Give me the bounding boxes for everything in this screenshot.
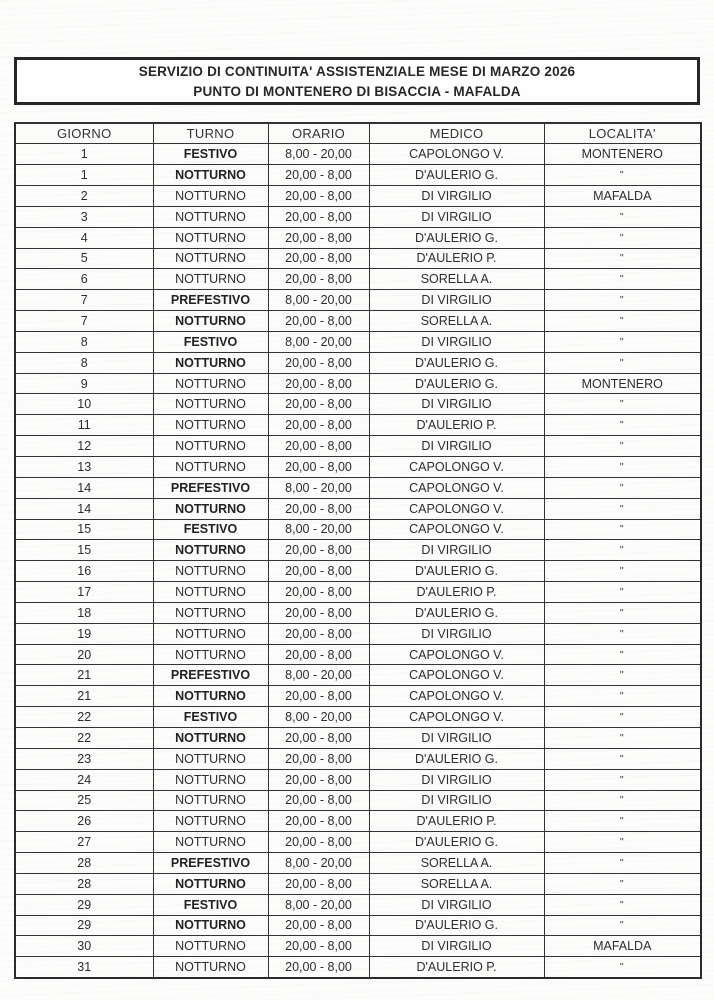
cell-giorno: 23 <box>15 748 153 769</box>
cell-orario: 20,00 - 8,00 <box>268 790 369 811</box>
cell-giorno: 1 <box>15 144 153 165</box>
cell-localita: " <box>544 915 701 936</box>
cell-medico: SORELLA A. <box>369 311 544 332</box>
cell-giorno: 12 <box>15 436 153 457</box>
cell-localita: " <box>544 415 701 436</box>
cell-medico: D'AULERIO G. <box>369 561 544 582</box>
cell-localita: " <box>544 623 701 644</box>
cell-medico: DI VIRGILIO <box>369 186 544 207</box>
cell-localita: " <box>544 498 701 519</box>
cell-orario: 8,00 - 20,00 <box>268 144 369 165</box>
cell-localita: " <box>544 686 701 707</box>
table-row <box>15 644 701 665</box>
cell-medico: DI VIRGILIO <box>369 936 544 957</box>
table-row <box>15 915 701 936</box>
cell-giorno: 3 <box>15 206 153 227</box>
cell-turno: PREFESTIVO <box>153 290 268 311</box>
cell-giorno: 21 <box>15 686 153 707</box>
cell-turno: FESTIVO <box>153 519 268 540</box>
cell-medico: CAPOLONGO V. <box>369 477 544 498</box>
cell-turno: NOTTURNO <box>153 748 268 769</box>
table-row <box>15 602 701 623</box>
table-row <box>15 582 701 603</box>
cell-localita: MAFALDA <box>544 936 701 957</box>
cell-medico: DI VIRGILIO <box>369 331 544 352</box>
cell-giorno: 8 <box>15 352 153 373</box>
cell-turno: NOTTURNO <box>153 457 268 478</box>
cell-localita: " <box>544 707 701 728</box>
cell-giorno: 22 <box>15 707 153 728</box>
cell-giorno: 1 <box>15 165 153 186</box>
cell-medico: D'AULERIO G. <box>369 602 544 623</box>
table-row <box>15 853 701 874</box>
cell-localita: " <box>544 352 701 373</box>
document-title-line-1: SERVIZIO DI CONTINUITA' ASSISTENZIALE MESE DI MARZO 2026 <box>138 63 576 79</box>
cell-turno: FESTIVO <box>153 894 268 915</box>
cell-medico: CAPOLONGO V. <box>369 644 544 665</box>
cell-turno: FESTIVO <box>153 707 268 728</box>
cell-medico: SORELLA A. <box>369 873 544 894</box>
cell-orario: 20,00 - 8,00 <box>268 248 369 269</box>
cell-localita: " <box>544 540 701 561</box>
cell-orario: 20,00 - 8,00 <box>268 832 369 853</box>
cell-medico: SORELLA A. <box>369 269 544 290</box>
column-header-turno: TURNO <box>153 123 268 144</box>
table-row <box>15 790 701 811</box>
cell-turno: PREFESTIVO <box>153 665 268 686</box>
cell-giorno: 27 <box>15 832 153 853</box>
cell-turno: NOTTURNO <box>153 832 268 853</box>
title-box <box>14 57 700 105</box>
cell-medico: DI VIRGILIO <box>369 436 544 457</box>
cell-turno: NOTTURNO <box>153 582 268 603</box>
table-row <box>15 477 701 498</box>
cell-localita: " <box>544 665 701 686</box>
cell-giorno: 4 <box>15 227 153 248</box>
schedule-table-container <box>14 122 700 979</box>
table-row <box>15 686 701 707</box>
cell-localita: " <box>544 873 701 894</box>
cell-localita: " <box>544 727 701 748</box>
cell-giorno: 25 <box>15 790 153 811</box>
cell-medico: D'AULERIO G. <box>369 832 544 853</box>
cell-localita: " <box>544 790 701 811</box>
cell-orario: 8,00 - 20,00 <box>268 331 369 352</box>
cell-giorno: 10 <box>15 394 153 415</box>
cell-medico: CAPOLONGO V. <box>369 144 544 165</box>
cell-giorno: 19 <box>15 623 153 644</box>
cell-orario: 20,00 - 8,00 <box>268 206 369 227</box>
cell-localita: " <box>544 436 701 457</box>
cell-localita: " <box>544 227 701 248</box>
table-row <box>15 811 701 832</box>
cell-medico: D'AULERIO G. <box>369 165 544 186</box>
cell-turno: NOTTURNO <box>153 915 268 936</box>
schedule-table <box>14 122 702 979</box>
cell-medico: D'AULERIO G. <box>369 748 544 769</box>
cell-giorno: 16 <box>15 561 153 582</box>
cell-turno: NOTTURNO <box>153 206 268 227</box>
cell-orario: 8,00 - 20,00 <box>268 290 369 311</box>
cell-medico: DI VIRGILIO <box>369 790 544 811</box>
cell-medico: CAPOLONGO V. <box>369 498 544 519</box>
cell-orario: 8,00 - 20,00 <box>268 665 369 686</box>
cell-turno: NOTTURNO <box>153 415 268 436</box>
cell-orario: 20,00 - 8,00 <box>268 186 369 207</box>
cell-turno: NOTTURNO <box>153 644 268 665</box>
cell-orario: 20,00 - 8,00 <box>268 436 369 457</box>
column-header-medico: MEDICO <box>369 123 544 144</box>
cell-giorno: 7 <box>15 290 153 311</box>
cell-giorno: 30 <box>15 936 153 957</box>
column-header-localita: LOCALITA' <box>544 123 701 144</box>
cell-turno: NOTTURNO <box>153 561 268 582</box>
table-row <box>15 769 701 790</box>
cell-giorno: 6 <box>15 269 153 290</box>
cell-orario: 20,00 - 8,00 <box>268 165 369 186</box>
cell-localita: " <box>544 457 701 478</box>
cell-giorno: 15 <box>15 519 153 540</box>
cell-turno: NOTTURNO <box>153 352 268 373</box>
table-header-row <box>15 123 701 144</box>
cell-orario: 20,00 - 8,00 <box>268 873 369 894</box>
cell-localita: " <box>544 290 701 311</box>
cell-medico: D'AULERIO P. <box>369 415 544 436</box>
cell-giorno: 5 <box>15 248 153 269</box>
cell-orario: 20,00 - 8,00 <box>268 957 369 978</box>
cell-orario: 20,00 - 8,00 <box>268 727 369 748</box>
table-row <box>15 707 701 728</box>
cell-turno: FESTIVO <box>153 331 268 352</box>
cell-giorno: 2 <box>15 186 153 207</box>
table-row <box>15 832 701 853</box>
column-header-orario: ORARIO <box>268 123 369 144</box>
cell-orario: 20,00 - 8,00 <box>268 748 369 769</box>
cell-localita: MONTENERO <box>544 373 701 394</box>
table-row <box>15 623 701 644</box>
cell-turno: NOTTURNO <box>153 227 268 248</box>
cell-orario: 8,00 - 20,00 <box>268 477 369 498</box>
document-title-line-2: PUNTO DI MONTENERO DI BISACCIA - MAFALDA <box>193 83 521 99</box>
cell-turno: PREFESTIVO <box>153 853 268 874</box>
cell-orario: 8,00 - 20,00 <box>268 519 369 540</box>
cell-orario: 20,00 - 8,00 <box>268 498 369 519</box>
cell-orario: 20,00 - 8,00 <box>268 457 369 478</box>
cell-localita: " <box>544 331 701 352</box>
cell-medico: SORELLA A. <box>369 853 544 874</box>
cell-giorno: 29 <box>15 894 153 915</box>
cell-localita: " <box>544 582 701 603</box>
cell-turno: FESTIVO <box>153 144 268 165</box>
cell-giorno: 14 <box>15 498 153 519</box>
column-header-giorno: GIORNO <box>15 123 153 144</box>
cell-turno: NOTTURNO <box>153 540 268 561</box>
cell-orario: 20,00 - 8,00 <box>268 540 369 561</box>
cell-turno: NOTTURNO <box>153 269 268 290</box>
cell-giorno: 24 <box>15 769 153 790</box>
cell-localita: " <box>544 748 701 769</box>
cell-orario: 8,00 - 20,00 <box>268 707 369 728</box>
cell-medico: DI VIRGILIO <box>369 540 544 561</box>
cell-giorno: 28 <box>15 853 153 874</box>
cell-turno: NOTTURNO <box>153 311 268 332</box>
table-row <box>15 373 701 394</box>
cell-turno: NOTTURNO <box>153 873 268 894</box>
cell-medico: D'AULERIO G. <box>369 373 544 394</box>
cell-giorno: 20 <box>15 644 153 665</box>
table-row <box>15 415 701 436</box>
cell-orario: 20,00 - 8,00 <box>268 936 369 957</box>
cell-localita: " <box>544 853 701 874</box>
cell-turno: NOTTURNO <box>153 623 268 644</box>
cell-localita: " <box>544 644 701 665</box>
cell-orario: 20,00 - 8,00 <box>268 561 369 582</box>
table-row <box>15 457 701 478</box>
table-row <box>15 748 701 769</box>
cell-orario: 20,00 - 8,00 <box>268 623 369 644</box>
schedule-table-body <box>15 144 701 978</box>
cell-medico: DI VIRGILIO <box>369 894 544 915</box>
cell-medico: DI VIRGILIO <box>369 727 544 748</box>
cell-medico: D'AULERIO G. <box>369 227 544 248</box>
cell-localita: " <box>544 248 701 269</box>
cell-turno: PREFESTIVO <box>153 477 268 498</box>
cell-turno: NOTTURNO <box>153 936 268 957</box>
cell-giorno: 22 <box>15 727 153 748</box>
table-row <box>15 352 701 373</box>
cell-localita: " <box>544 832 701 853</box>
cell-medico: CAPOLONGO V. <box>369 686 544 707</box>
cell-localita: " <box>544 206 701 227</box>
cell-giorno: 28 <box>15 873 153 894</box>
cell-medico: DI VIRGILIO <box>369 769 544 790</box>
cell-turno: NOTTURNO <box>153 165 268 186</box>
table-row <box>15 561 701 582</box>
table-row <box>15 727 701 748</box>
table-row <box>15 165 701 186</box>
cell-medico: D'AULERIO G. <box>369 915 544 936</box>
table-row <box>15 873 701 894</box>
cell-localita: " <box>544 477 701 498</box>
cell-localita: " <box>544 394 701 415</box>
table-row <box>15 394 701 415</box>
cell-orario: 8,00 - 20,00 <box>268 853 369 874</box>
cell-turno: NOTTURNO <box>153 186 268 207</box>
table-row <box>15 894 701 915</box>
cell-localita: " <box>544 519 701 540</box>
table-row <box>15 186 701 207</box>
cell-orario: 8,00 - 20,00 <box>268 894 369 915</box>
table-row <box>15 248 701 269</box>
cell-medico: DI VIRGILIO <box>369 623 544 644</box>
cell-orario: 20,00 - 8,00 <box>268 394 369 415</box>
cell-giorno: 18 <box>15 602 153 623</box>
cell-orario: 20,00 - 8,00 <box>268 311 369 332</box>
cell-orario: 20,00 - 8,00 <box>268 352 369 373</box>
table-row <box>15 957 701 978</box>
cell-turno: NOTTURNO <box>153 498 268 519</box>
cell-orario: 20,00 - 8,00 <box>268 644 369 665</box>
cell-giorno: 17 <box>15 582 153 603</box>
cell-turno: NOTTURNO <box>153 686 268 707</box>
cell-medico: CAPOLONGO V. <box>369 519 544 540</box>
cell-medico: D'AULERIO P. <box>369 582 544 603</box>
cell-turno: NOTTURNO <box>153 602 268 623</box>
cell-orario: 20,00 - 8,00 <box>268 769 369 790</box>
cell-giorno: 21 <box>15 665 153 686</box>
cell-localita: MONTENERO <box>544 144 701 165</box>
cell-medico: D'AULERIO P. <box>369 248 544 269</box>
cell-orario: 20,00 - 8,00 <box>268 269 369 290</box>
cell-medico: DI VIRGILIO <box>369 290 544 311</box>
cell-giorno: 7 <box>15 311 153 332</box>
cell-medico: DI VIRGILIO <box>369 206 544 227</box>
table-row <box>15 436 701 457</box>
cell-turno: NOTTURNO <box>153 790 268 811</box>
cell-localita: " <box>544 311 701 332</box>
cell-orario: 20,00 - 8,00 <box>268 811 369 832</box>
table-row <box>15 290 701 311</box>
cell-localita: " <box>544 165 701 186</box>
table-row <box>15 144 701 165</box>
table-row <box>15 540 701 561</box>
cell-turno: NOTTURNO <box>153 727 268 748</box>
table-row <box>15 936 701 957</box>
cell-localita: " <box>544 769 701 790</box>
cell-orario: 20,00 - 8,00 <box>268 915 369 936</box>
cell-localita: " <box>544 561 701 582</box>
table-row <box>15 311 701 332</box>
table-row <box>15 206 701 227</box>
cell-medico: D'AULERIO P. <box>369 811 544 832</box>
cell-turno: NOTTURNO <box>153 811 268 832</box>
cell-orario: 20,00 - 8,00 <box>268 227 369 248</box>
cell-giorno: 26 <box>15 811 153 832</box>
cell-turno: NOTTURNO <box>153 373 268 394</box>
table-row <box>15 498 701 519</box>
cell-giorno: 13 <box>15 457 153 478</box>
cell-localita: " <box>544 269 701 290</box>
cell-giorno: 9 <box>15 373 153 394</box>
cell-localita: MAFALDA <box>544 186 701 207</box>
cell-localita: " <box>544 957 701 978</box>
cell-medico: CAPOLONGO V. <box>369 665 544 686</box>
cell-turno: NOTTURNO <box>153 769 268 790</box>
cell-giorno: 14 <box>15 477 153 498</box>
cell-medico: CAPOLONGO V. <box>369 457 544 478</box>
cell-orario: 20,00 - 8,00 <box>268 686 369 707</box>
cell-medico: D'AULERIO G. <box>369 352 544 373</box>
cell-giorno: 8 <box>15 331 153 352</box>
table-row <box>15 269 701 290</box>
cell-localita: " <box>544 894 701 915</box>
table-row <box>15 519 701 540</box>
table-row <box>15 331 701 352</box>
table-row <box>15 665 701 686</box>
cell-turno: NOTTURNO <box>153 957 268 978</box>
cell-medico: DI VIRGILIO <box>369 394 544 415</box>
cell-orario: 20,00 - 8,00 <box>268 602 369 623</box>
cell-localita: " <box>544 811 701 832</box>
cell-orario: 20,00 - 8,00 <box>268 582 369 603</box>
cell-giorno: 29 <box>15 915 153 936</box>
cell-orario: 20,00 - 8,00 <box>268 373 369 394</box>
cell-medico: D'AULERIO P. <box>369 957 544 978</box>
cell-turno: NOTTURNO <box>153 436 268 457</box>
cell-turno: NOTTURNO <box>153 394 268 415</box>
cell-giorno: 11 <box>15 415 153 436</box>
cell-turno: NOTTURNO <box>153 248 268 269</box>
cell-medico: CAPOLONGO V. <box>369 707 544 728</box>
table-row <box>15 227 701 248</box>
cell-localita: " <box>544 602 701 623</box>
cell-giorno: 15 <box>15 540 153 561</box>
cell-orario: 20,00 - 8,00 <box>268 415 369 436</box>
cell-giorno: 31 <box>15 957 153 978</box>
